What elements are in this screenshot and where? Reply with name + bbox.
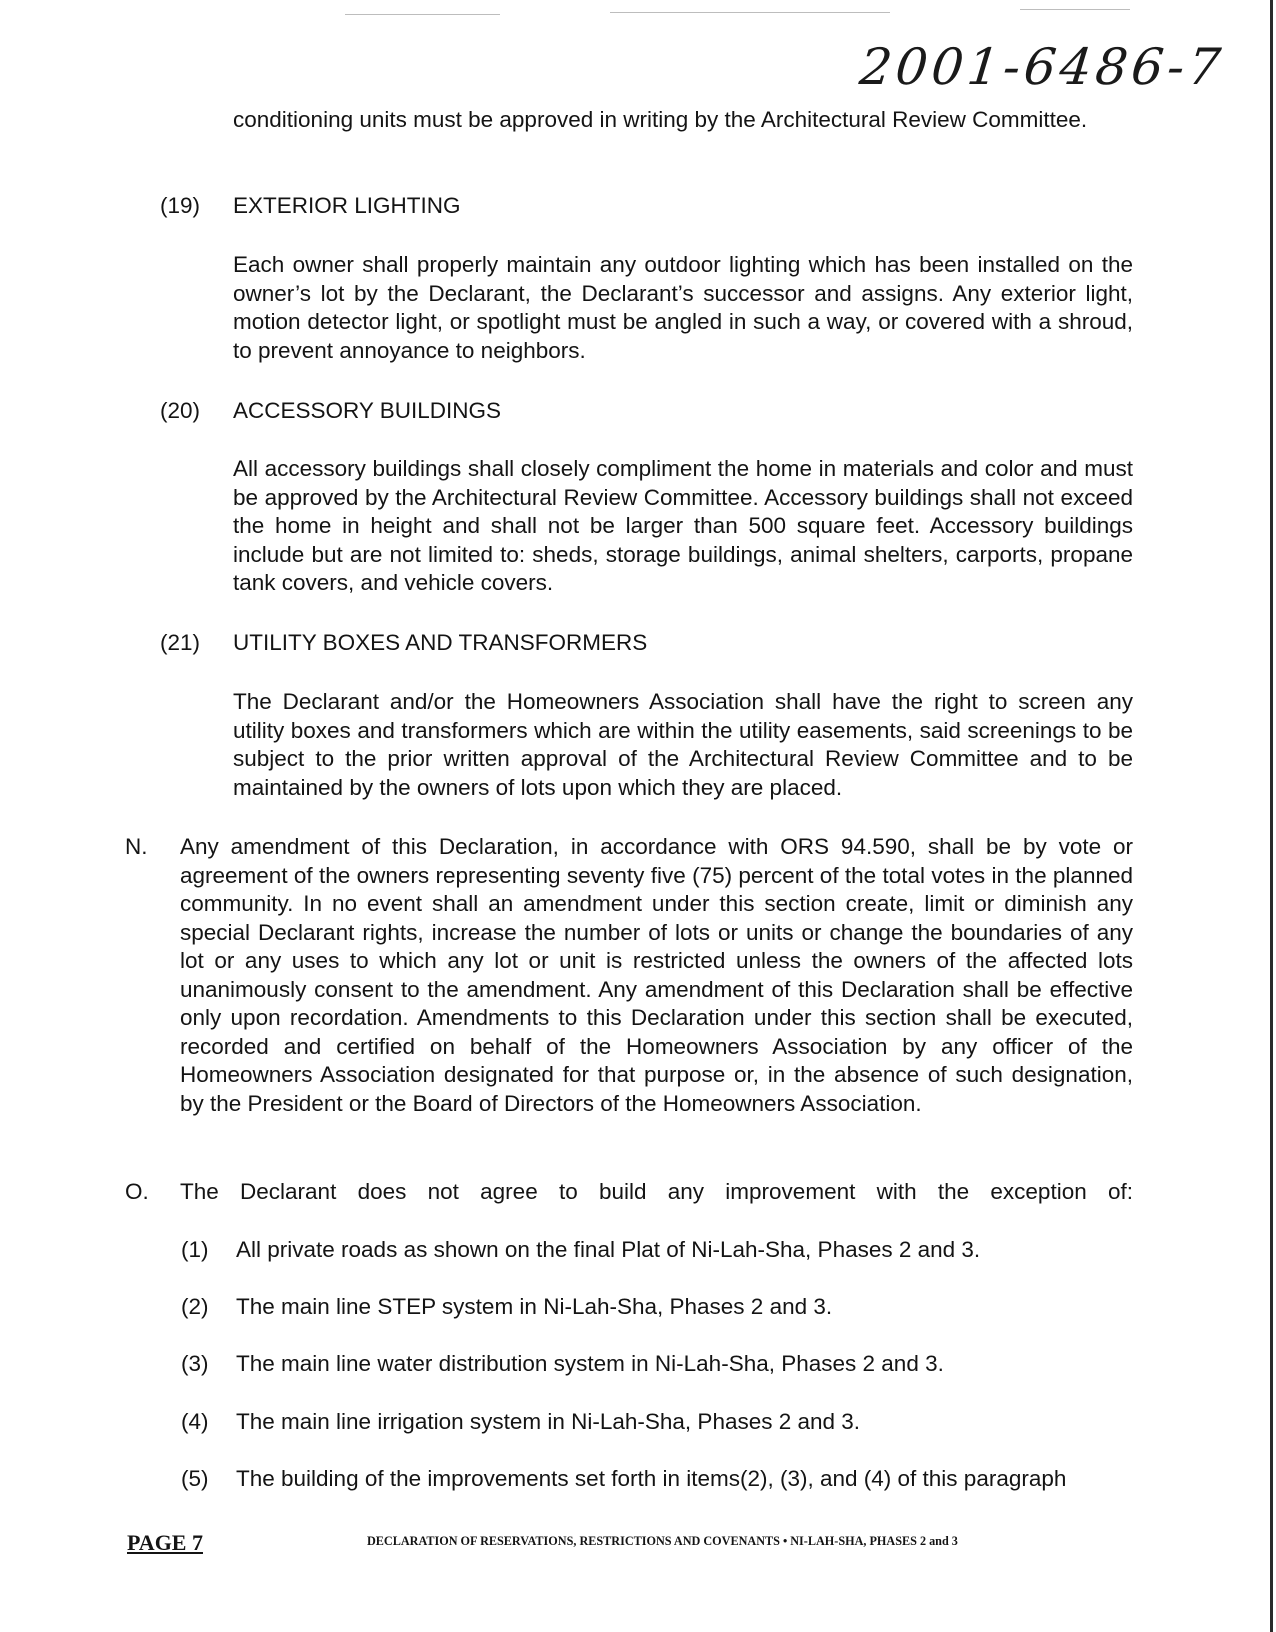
item-heading: ACCESSORY BUILDINGS: [233, 398, 502, 423]
item-number: (21): [160, 630, 201, 655]
scan-artifact: [610, 12, 890, 13]
section-letter: N.: [125, 834, 148, 859]
section-o-intro: The Declarant does not agree to build any improvement with the exception of:: [180, 1179, 1133, 1204]
item-body: The Declarant and/or the Homeowners Association shall have the right to screen any utility boxes and transformers which are within the utility easements, said screenings to be subject to the prior written approval of the Architectural Review Committee and to be maintained by the owners of lots upon which they are placed.: [233, 689, 1133, 800]
page-edge: [1270, 0, 1273, 1632]
list-item: The main line STEP system in Ni-Lah-Sha, Phases 2 and 3.: [236, 1294, 833, 1319]
list-item: All private roads as shown on the final Plat of Ni-Lah-Sha, Phases 2 and 3.: [236, 1237, 981, 1262]
list-number: (2): [181, 1294, 209, 1319]
page-number: PAGE 7: [127, 1530, 203, 1555]
item-number: (20): [160, 398, 201, 423]
scan-artifact: [345, 14, 500, 15]
footer-title: DECLARATION OF RESERVATIONS, RESTRICTIONS AND COVENANTS • NI-LAH-SHA, PHASES 2 and 3: [367, 1534, 958, 1548]
list-item: The main line water distribution system in Ni-Lah-Sha, Phases 2 and 3.: [236, 1351, 944, 1376]
list-number: (4): [181, 1409, 209, 1434]
list-item: The building of the improvements set forth in items(2), (3), and (4) of this paragraph: [236, 1466, 1067, 1491]
item-body: Each owner shall properly maintain any outdoor lighting which has been installed on the owner’s lot by the Declarant, the Declarant’s successor and assigns. Any exterior light, motion detector light, or spotlight must be angled in such a way, or covered with a shroud, to prevent annoyance to neighbors.: [233, 252, 1133, 363]
item-body: All accessory buildings shall closely compliment the home in materials and color and must be approved by the Architectural Review Committee. Accessory buildings shall not exceed the home in height and shall not be larger than 500 square feet. Accessory buildings include but are not limited to: sheds, storage buildings, animal shelters, carports, propane tank covers, and vehicle covers.: [233, 456, 1133, 595]
section-letter: O.: [125, 1179, 149, 1204]
handwritten-document-number: 2001-6486-7: [856, 38, 1228, 96]
section-n-paragraph: Any amendment of this Declaration, in accordance with ORS 94.590, shall be by vote or agreement of the owners representing seventy five (75) percent of the total votes in the planned community. In no event shall an amendment under this section create, limit or diminish any special Declarant rights, increase the number of lots or units or change the boundaries of any lot or any uses to which any lot or unit is restricted unless the owners of the affected lots unanimously consent to the amendment. Any amendment of this Declaration shall be effective only upon recordation. Amendments to this Declaration under this section shall be executed, recorded and certified on behalf of the Homeowners Association by any officer of the Homeowners Association designated for that purpose or, in the absence of such designation, by the President or the Board of Directors of the Homeowners Association.: [180, 834, 1133, 1116]
list-number: (3): [181, 1351, 209, 1376]
scan-artifact: [1020, 9, 1130, 10]
list-number: (5): [181, 1466, 209, 1491]
item-heading: EXTERIOR LIGHTING: [233, 193, 461, 218]
continued-paragraph: conditioning units must be approved in writing by the Architectural Review Committee.: [233, 107, 1088, 132]
item-number: (19): [160, 193, 201, 218]
list-item: The main line irrigation system in Ni-Lah-Sha, Phases 2 and 3.: [236, 1409, 861, 1434]
item-heading: UTILITY BOXES AND TRANSFORMERS: [233, 630, 648, 655]
list-number: (1): [181, 1237, 209, 1262]
